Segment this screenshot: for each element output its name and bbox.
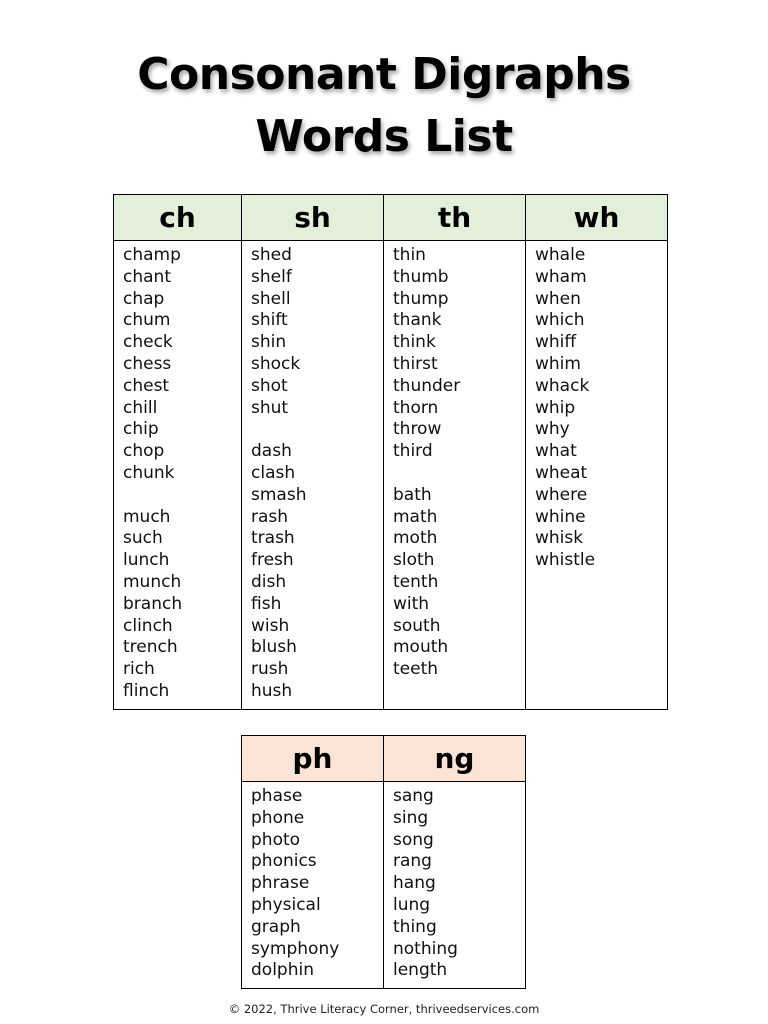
word-item: symphony xyxy=(251,938,340,959)
sh-words xyxy=(242,241,384,710)
word-item: sloth xyxy=(393,550,435,571)
ph-words xyxy=(242,782,384,989)
word-item: chunk xyxy=(123,462,175,483)
word-item: thump xyxy=(393,288,449,309)
word-item: whim xyxy=(535,353,581,374)
word-item: mouth xyxy=(393,637,449,658)
header-row xyxy=(114,195,668,241)
word-item: thumb xyxy=(393,266,449,287)
word-item: math xyxy=(393,506,438,527)
word-item: check xyxy=(123,332,173,353)
word-spacer xyxy=(251,419,383,441)
word-item: whisk xyxy=(535,528,584,549)
word-item: phrase xyxy=(251,873,310,894)
wh-words xyxy=(526,241,668,710)
ch-words xyxy=(114,241,242,710)
word-item: chest xyxy=(123,375,170,396)
word-item: shock xyxy=(251,353,301,374)
word-item: chip xyxy=(123,419,159,440)
word-item: smash xyxy=(251,484,307,505)
word-item: phase xyxy=(251,786,303,806)
words-row xyxy=(114,241,668,710)
word-item: whale xyxy=(535,245,586,265)
word-item: bath xyxy=(393,484,432,505)
word-item: hang xyxy=(393,873,436,894)
word-item: rich xyxy=(123,659,155,680)
header-ph: ph xyxy=(242,736,384,782)
header-wh: wh xyxy=(526,195,668,241)
word-item: dish xyxy=(251,571,287,592)
word-item: shin xyxy=(251,332,287,353)
word-item: lunch xyxy=(123,550,170,571)
word-item: tenth xyxy=(393,571,439,592)
word-item: flinch xyxy=(123,680,170,701)
word-item: thorn xyxy=(393,397,439,418)
word-item: chop xyxy=(123,441,165,462)
word-item: dash xyxy=(251,441,292,462)
copyright-footer: © 2022, Thrive Literacy Corner, thriveedservices.com xyxy=(228,1002,540,1016)
word-item: whip xyxy=(535,397,576,418)
word-item: chill xyxy=(123,397,158,418)
ng-words xyxy=(384,782,526,989)
word-item: where xyxy=(535,484,588,505)
word-item: graph xyxy=(251,916,301,937)
word-item: wham xyxy=(535,266,587,287)
word-item: sing xyxy=(393,807,429,828)
word-item: trench xyxy=(123,637,178,658)
title-line-2: Words List xyxy=(255,111,513,162)
word-item: which xyxy=(535,310,585,331)
word-item: with xyxy=(393,593,430,614)
word-item: sang xyxy=(393,786,434,806)
word-item: champ xyxy=(123,245,181,265)
word-item: fish xyxy=(251,593,282,614)
page-title xyxy=(0,44,768,168)
words-row xyxy=(242,782,526,989)
word-spacer xyxy=(123,485,241,507)
word-item: wheat xyxy=(535,462,588,483)
word-item: rash xyxy=(251,506,289,527)
word-item: clinch xyxy=(123,615,173,636)
word-item: shut xyxy=(251,397,289,418)
word-item: throw xyxy=(393,419,442,440)
word-item: rang xyxy=(393,851,432,872)
word-item: when xyxy=(535,288,581,309)
word-item: lung xyxy=(393,894,431,915)
word-item: whiff xyxy=(535,332,577,353)
word-item: south xyxy=(393,615,441,636)
word-item: length xyxy=(393,960,448,981)
word-item: trash xyxy=(251,528,295,549)
word-item: shell xyxy=(251,288,291,309)
word-item: whine xyxy=(535,506,586,527)
word-item: third xyxy=(393,441,433,462)
header-ng: ng xyxy=(384,736,526,782)
title-line-1: Consonant Digraphs xyxy=(137,49,631,100)
word-item: photo xyxy=(251,829,301,850)
word-item: thing xyxy=(393,916,437,937)
word-item: teeth xyxy=(393,659,439,680)
word-item: chum xyxy=(123,310,171,331)
header-th: th xyxy=(384,195,526,241)
word-item: phonics xyxy=(251,851,317,872)
word-item: much xyxy=(123,506,171,527)
word-item: shift xyxy=(251,310,288,331)
word-item: song xyxy=(393,829,434,850)
word-item: whistle xyxy=(535,550,596,571)
word-item: thin xyxy=(393,245,426,265)
word-item: what xyxy=(535,441,577,462)
word-item: thunder xyxy=(393,375,461,396)
word-item: thank xyxy=(393,310,442,331)
digraph-table-secondary xyxy=(241,735,526,989)
word-item: moth xyxy=(393,528,438,549)
word-item: chant xyxy=(123,266,171,287)
word-item: thirst xyxy=(393,353,438,374)
word-item: phone xyxy=(251,807,305,828)
word-item: shed xyxy=(251,245,292,265)
header-row xyxy=(242,736,526,782)
word-item: chap xyxy=(123,288,165,309)
word-item: whack xyxy=(535,375,590,396)
word-item: such xyxy=(123,528,163,549)
word-item: why xyxy=(535,419,570,440)
word-item: dolphin xyxy=(251,960,314,981)
word-spacer xyxy=(393,463,525,485)
digraph-table-main xyxy=(113,194,668,710)
word-item: rush xyxy=(251,659,289,680)
word-item: shot xyxy=(251,375,288,396)
word-item: think xyxy=(393,332,436,353)
word-item: physical xyxy=(251,894,321,915)
word-item: munch xyxy=(123,571,182,592)
word-item: wish xyxy=(251,615,290,636)
th-words xyxy=(384,241,526,710)
word-item: blush xyxy=(251,637,297,658)
word-item: shelf xyxy=(251,266,292,287)
word-item: branch xyxy=(123,593,183,614)
header-sh: sh xyxy=(242,195,384,241)
word-item: hush xyxy=(251,680,293,701)
word-item: nothing xyxy=(393,938,458,959)
word-item: fresh xyxy=(251,550,294,571)
word-item: chess xyxy=(123,353,172,374)
header-ch: ch xyxy=(114,195,242,241)
word-item: clash xyxy=(251,462,296,483)
